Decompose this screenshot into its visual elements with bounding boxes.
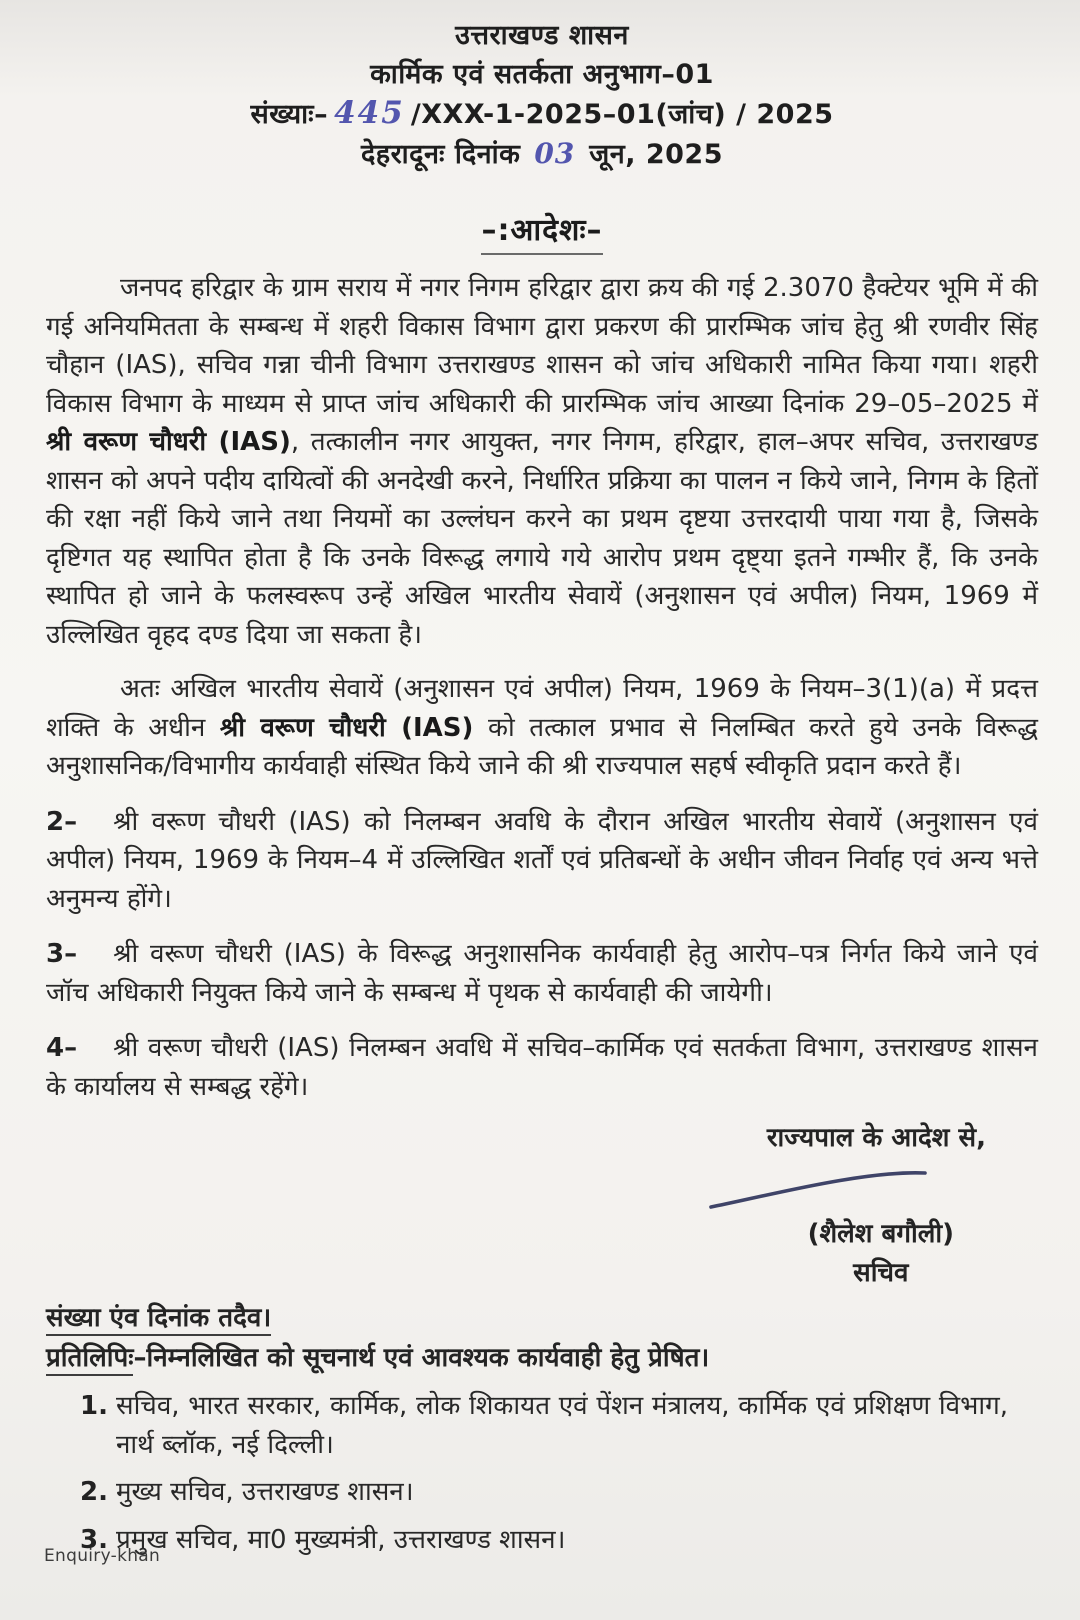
point-4-number: 4– xyxy=(46,1033,78,1063)
same-number-date-text: संख्या एंव दिनांक तदैव। xyxy=(46,1303,271,1336)
point-2-text: श्री वरूण चौधरी (IAS) को निलम्बन अवधि के दौरान अखिल भारतीय सेवायें (अनुशासन एवं अपील) नियम, 1969 के नियम–4 में उल्लिखित शर्तों एवं प्रतिबन्धों के अधीन जीवन निर्वाह एवं अन्य भत्ते अनुमन्य होंगे। xyxy=(46,806,1038,914)
point-2-number: 2– xyxy=(46,806,78,837)
recipient-1-text: सचिव, भारत सरकार, कार्मिक, लोक शिकायत एवं पेंशन मंत्रालय, कार्मिक एवं प्रशिक्षण विभाग, नार्थ ब्लॉक, नई दिल्ली। xyxy=(116,1391,1008,1460)
place-date-prefix: देहरादूनः दिनांक xyxy=(360,139,521,170)
order-point-4 xyxy=(46,1029,1038,1106)
section-name: कार्मिक एवं सतर्कता अनुभाग–01 xyxy=(370,59,714,90)
date-handwritten: 03 xyxy=(534,137,576,170)
recipient-2-number: 2. xyxy=(80,1477,108,1507)
paragraph-1-text-b: , तत्कालीन नगर आयुक्त, नगर निगम, हरिद्वार, हाल–अपर सचिव, उत्तराखण्ड शासन को अपने पदीय दायित्वों की अनदेखी करने, निर्धारित प्रक्रिया का पालन न किये जाने, निगम के हितों की रक्षा नहीं किये जाने तथा नियमों का उल्लंघन करने का प्रथम दृष्टया उत्तरदायी पाया गया है, जिसके दृष्टिगत यह स्थापित होता है कि उनके विरूद्ध लगाये गये आरोप प्रथम दृष्ट्या इतने गम्भीर हैं, कि उनके स्थापित हो जाने के फलस्वरूप उन्हें अखिल भारतीय सेवायें (अनुशासन एवं अपील) नियम, 1969 में उल्लिखित वृहद दण्ड दिया जा सकता है। xyxy=(46,427,1038,650)
reference-number-line xyxy=(46,94,1038,134)
order-title-wrap xyxy=(46,208,1038,255)
point-3-number: 3– xyxy=(46,939,78,969)
same-number-date-line xyxy=(46,1298,1038,1338)
point-3-text: श्री वरूण चौधरी (IAS) के विरूद्ध अनुशासनिक कार्यवाही हेतु आरोप–पत्र निर्गत किये जाने एवं जॉच अधिकारी नियुक्त किये जाने के सम्बन्ध में पृथक से कार्यवाही की जायेगी। xyxy=(46,939,1038,1008)
recipient-3-number: 3. xyxy=(80,1524,108,1555)
paragraph-2-text-a: अतः अखिल भारतीय सेवायें (अनुशासन एवं अपील) नियम, 1969 के नियम–3(1)(a) में प्रदत्त शक्ति के अधीन xyxy=(46,674,1038,743)
ref-number-handwritten: 445 xyxy=(334,95,405,131)
recipient-1-number: 1. xyxy=(80,1391,108,1421)
paragraph-1 xyxy=(46,269,1038,654)
page-watermark: Enquiry-khan xyxy=(44,1546,161,1566)
recipient-2-text: मुख्य सचिव, उत्तराखण्ड शासन। xyxy=(116,1477,414,1507)
officer-name-bold-2: श्री वरूण चौधरी (IAS) xyxy=(219,712,474,743)
place-date-line xyxy=(46,134,1038,174)
recipient-item-1 xyxy=(46,1387,1038,1464)
by-order-line: राज्यपाल के आदेश से, xyxy=(766,1123,986,1153)
signatory xyxy=(808,1214,954,1292)
date-rest: जून, 2025 xyxy=(589,139,724,170)
recipient-item-2 xyxy=(46,1473,1038,1512)
copy-to-rest: –निम्नलिखित को सूचनार्थ एवं आवश्यक कार्यवाही हेतु प्रेषित। xyxy=(133,1343,710,1373)
point-4-text: श्री वरूण चौधरी (IAS) निलम्बन अवधि में सचिव–कार्मिक एवं सतर्कता विभाग, उत्तराखण्ड शासन के कार्यालय से सम्बद्ध रहेंगे। xyxy=(46,1033,1038,1102)
ref-number-rest: /XXX-1-2025–01(जांच) / 2025 xyxy=(410,99,834,130)
recipient-list xyxy=(46,1387,1038,1559)
org-name: उत्तराखण्ड शासन xyxy=(455,20,629,51)
paragraph-2-text-b: को तत्काल प्रभाव से निलम्बित करते हुये उनके विरूद्ध अनुशासनिक/विभागीय कार्यवाही संस्थित किये जाने की श्री राज्यपाल सहर्ष स्वीकृति प्रदान करते हैं। xyxy=(46,712,1038,781)
order-title: –:आदेशः– xyxy=(481,208,602,255)
recipient-item-3 xyxy=(46,1521,1038,1560)
copy-to-prefix: प्रतिलिपिः xyxy=(46,1343,133,1376)
order-point-2 xyxy=(46,803,1038,919)
paragraph-1-text-a: जनपद हरिद्वार के ग्राम सराय में नगर निगम हरिद्वार द्वारा क्रय की गई 2.3070 हैक्टेयर भूमि में की गई अनियमितता के सम्बन्ध में शहरी विकास विभाग द्वारा प्रकरण की प्रारम्भिक जांच हेतु श्री रणवीर सिंह चौहान (IAS), सचिव गन्ना चीनी विभाग उत्तराखण्ड शासन को जांच अधिकारी नामित किया गया। शहरी विकास विभाग के माध्यम से प्राप्त जांच अधिकारी की प्रारम्भिक जांच आख्या दिनांक 29–05–2025 में xyxy=(46,273,1038,419)
copy-to-line xyxy=(46,1338,1038,1378)
signatory-name: (शैलेश बगौली) xyxy=(807,1219,954,1249)
order-point-3 xyxy=(46,935,1038,1012)
officer-name-bold: श्री वरूण चौधरी (IAS) xyxy=(46,427,291,457)
signatory-designation: सचिव xyxy=(853,1258,909,1288)
signature-stroke xyxy=(703,1160,938,1212)
signature-block xyxy=(46,1118,1038,1292)
footer-section xyxy=(46,1298,1038,1559)
paragraph-2 xyxy=(46,670,1038,786)
ref-number-prefix: संख्याः– xyxy=(250,99,329,130)
letterhead xyxy=(46,16,1038,174)
recipient-3-text: प्रमुख सचिव, मा0 मुख्यमंत्री, उत्तराखण्ड शासन। xyxy=(116,1524,566,1555)
